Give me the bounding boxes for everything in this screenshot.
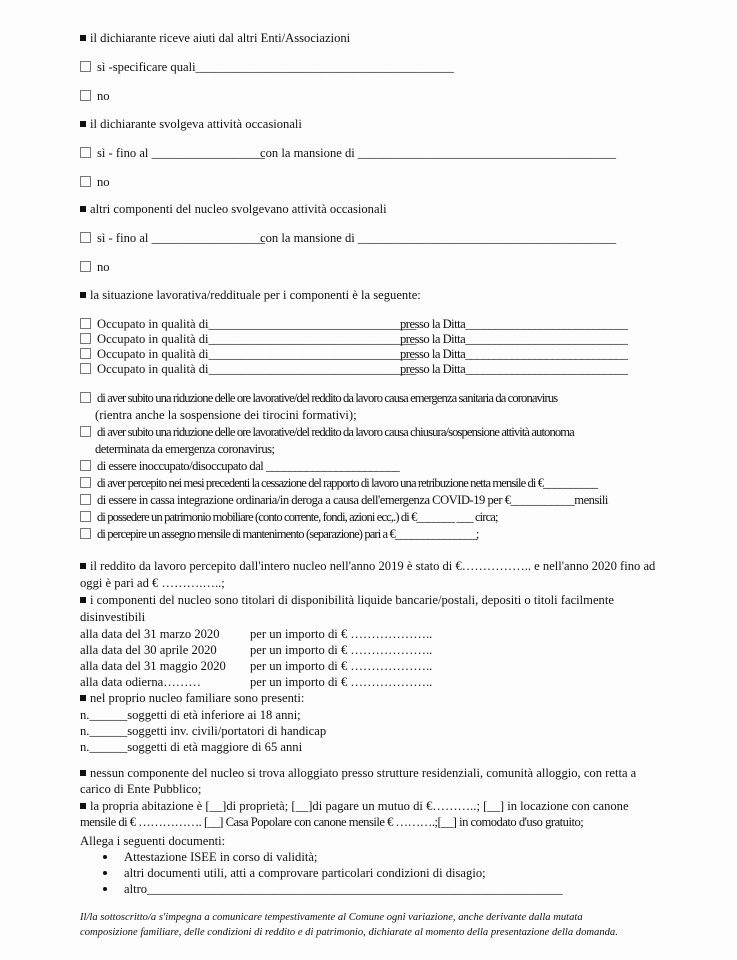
checkbox-icon[interactable] [80, 460, 91, 471]
allega-item: altro__________________________________________________________________ [103, 882, 563, 897]
bullet-square-icon [80, 695, 86, 701]
situazione-row[interactable]: Occupato in qualità di_________________________________ [80, 362, 416, 377]
disponibilita-amount: per un importo di € ……………….. [250, 659, 433, 673]
bullet-square-icon [80, 206, 86, 212]
situazione-row-ditta: presso la Ditta____________________________ [400, 347, 628, 361]
bullet-dot-icon [103, 871, 107, 875]
disponibilita-date: alla data odierna……… [80, 675, 201, 689]
reddito-line2: oggi è pari ad € ……….…..; [80, 576, 225, 590]
checkbox-icon[interactable] [80, 363, 91, 374]
disponibilita-amount: per un importo di € ……………….. [250, 627, 433, 641]
strutture-line1: nessun componente del nucleo si trova alloggiato presso strutture residenziali, comunità alloggio, con retta a [80, 766, 636, 781]
occasionali-componenti-mansione: con la mansione di _________________________________________ [260, 231, 617, 245]
abitazione-line2: mensile di € ……………. [__] Casa Popolare con canone mensile € ……….;[__] in comodato d'uso gratuito; [80, 815, 584, 829]
occasionali-dichiarante-no-option[interactable]: no [80, 175, 110, 190]
checkbox-icon[interactable] [80, 318, 91, 329]
situazione-row-ditta: presso la Ditta____________________________ [400, 332, 628, 346]
allega-item: Attestazione ISEE in corso di validità; [103, 850, 317, 865]
checkbox-icon[interactable] [80, 90, 91, 101]
nucleo-row: n.______soggetti di età maggiore di 65 anni [80, 740, 303, 754]
checkbox-icon[interactable] [80, 426, 91, 437]
bullet-dot-icon [103, 855, 107, 859]
disponibilita-date: alla data del 30 aprile 2020 [80, 643, 217, 657]
allega-heading: Allega i seguenti documenti: [80, 834, 226, 848]
situazione-row-ditta: presso la Ditta____________________________ [400, 362, 628, 376]
occasionali-dichiarante-mansione: con la mansione di _________________________________________ [260, 146, 617, 160]
disponibilita-date: alla data del 31 marzo 2020 [80, 627, 220, 641]
allega-item: altri documenti utili, atti a comprovare particolari condizioni di disagio; [103, 866, 486, 881]
opzione-riduzione-chiusura-cont: determinata da emergenza coronavirus; [95, 442, 275, 456]
checkbox-icon[interactable] [80, 333, 91, 344]
nucleo-row: n.______soggetti di età inferiore ai 18 anni; [80, 708, 301, 722]
checkbox-icon[interactable] [80, 348, 91, 359]
aiuti-no-option[interactable]: no [80, 89, 110, 104]
checkbox-icon[interactable] [80, 528, 91, 539]
checkbox-icon[interactable] [80, 61, 91, 72]
opzione-patrimonio[interactable]: di possedere un patrimonio mobiliare (conto corrente, fondi, azioni ecc,.) di €_______ ___ circa; [80, 510, 498, 525]
occasionali-dichiarante-heading: il dichiarante svolgeva attività occasionali [80, 117, 302, 132]
opzione-cassa-integrazione[interactable]: di essere in cassa integrazione ordinaria/in deroga a causa dell'emergenza COVID-19 per €___________mensili [80, 493, 608, 508]
occasionali-componenti-heading: altri componenti del nucleo svolgevano attività occasionali [80, 202, 387, 217]
strutture-line2: carico di Ente Pubblico; [80, 782, 202, 796]
bullet-square-icon [80, 35, 86, 41]
situazione-heading: la situazione lavorativa/reddituale per i componenti è la seguente: [80, 288, 421, 303]
checkbox-icon[interactable] [80, 477, 91, 488]
reddito-line1: il reddito da lavoro percepito dall'intero nucleo nell'anno 2019 è stato di €…………….. e nell'anno 2020 fino ad [80, 559, 655, 574]
bullet-dot-icon [103, 887, 107, 891]
opzione-riduzione-nota: (rientra anche la sospensione dei tirocini formativi); [95, 408, 357, 422]
checkbox-icon[interactable] [80, 511, 91, 522]
opzione-assegno[interactable]: di percepire un assegno mensile di mantenimento (separazione) pari a €_______________; [80, 527, 478, 542]
checkbox-icon[interactable] [80, 232, 91, 243]
opzione-riduzione-coronavirus[interactable]: di aver subito una riduzione delle ore lavorative/del reddito da lavoro causa emergenza sanitaria da coronavirus [80, 391, 557, 406]
situazione-row[interactable]: Occupato in qualità di_________________________________ [80, 317, 416, 332]
opzione-inoccupato[interactable]: di essere inoccupato/disoccupato dal _______________________ [80, 459, 399, 474]
situazione-row[interactable]: Occupato in qualità di_________________________________ [80, 347, 416, 362]
situazione-row[interactable]: Occupato in qualità di_________________________________ [80, 332, 416, 347]
checkbox-icon[interactable] [80, 176, 91, 187]
occasionali-componenti-si-option[interactable]: sì - fino al __________________ [80, 231, 265, 246]
bullet-square-icon [80, 803, 86, 809]
footer-line1: Il/la sottoscritto/a s'impegna a comunicare tempestivamente al Comune ogni variazione, anche derivante dalla mutata [80, 912, 583, 923]
bullet-square-icon [80, 121, 86, 127]
bullet-square-icon [80, 597, 86, 603]
opzione-riduzione-chiusura[interactable]: di aver subito una riduzione delle ore lavorative/del reddito da lavoro causa chiusura/sospensione attività autonoma [80, 425, 574, 440]
occasionali-dichiarante-si-option[interactable]: sì - fino al __________________ [80, 146, 265, 161]
bullet-square-icon [80, 770, 86, 776]
bullet-square-icon [80, 292, 86, 298]
aiuti-heading: il dichiarante riceve aiuti dal altri Enti/Associazioni [80, 31, 350, 46]
disponibilita-line2: disinvestibili [80, 610, 146, 624]
checkbox-icon[interactable] [80, 392, 91, 403]
footer-line2: composizione familiare, delle condizioni di reddito e di patrimonio, dichiarate al momento della presentazione della domanda. [80, 927, 618, 938]
nucleo-heading: nel proprio nucleo familiare sono presenti: [80, 691, 304, 706]
disponibilita-amount: per un importo di € ……………….. [250, 643, 433, 657]
disponibilita-date: alla data del 31 maggio 2020 [80, 659, 226, 673]
aiuti-si-option[interactable]: sì -specificare quali_________________________________________ [80, 60, 454, 75]
occasionali-componenti-no-option[interactable]: no [80, 260, 110, 275]
disponibilita-amount: per un importo di € ……………….. [250, 675, 433, 689]
checkbox-icon[interactable] [80, 494, 91, 505]
opzione-retribuzione[interactable]: di aver percepito nei mesi precedenti la cessazione del rapporto di lavoro una retribuzione netta mensile di €__________ [80, 476, 597, 491]
situazione-row-ditta: presso la Ditta____________________________ [400, 317, 628, 331]
disponibilita-line1: i componenti del nucleo sono titolari di disponibilità liquide bancarie/postali, depositi o titoli facilmente [80, 593, 614, 608]
nucleo-row: n.______soggetti inv. civili/portatori di handicap [80, 724, 327, 738]
abitazione-line1: la propria abitazione è [__]di proprietà; [__]di pagare un mutuo di €………..; [__] in locazione con canone [80, 799, 629, 814]
checkbox-icon[interactable] [80, 261, 91, 272]
checkbox-icon[interactable] [80, 147, 91, 158]
bullet-square-icon [80, 563, 86, 569]
